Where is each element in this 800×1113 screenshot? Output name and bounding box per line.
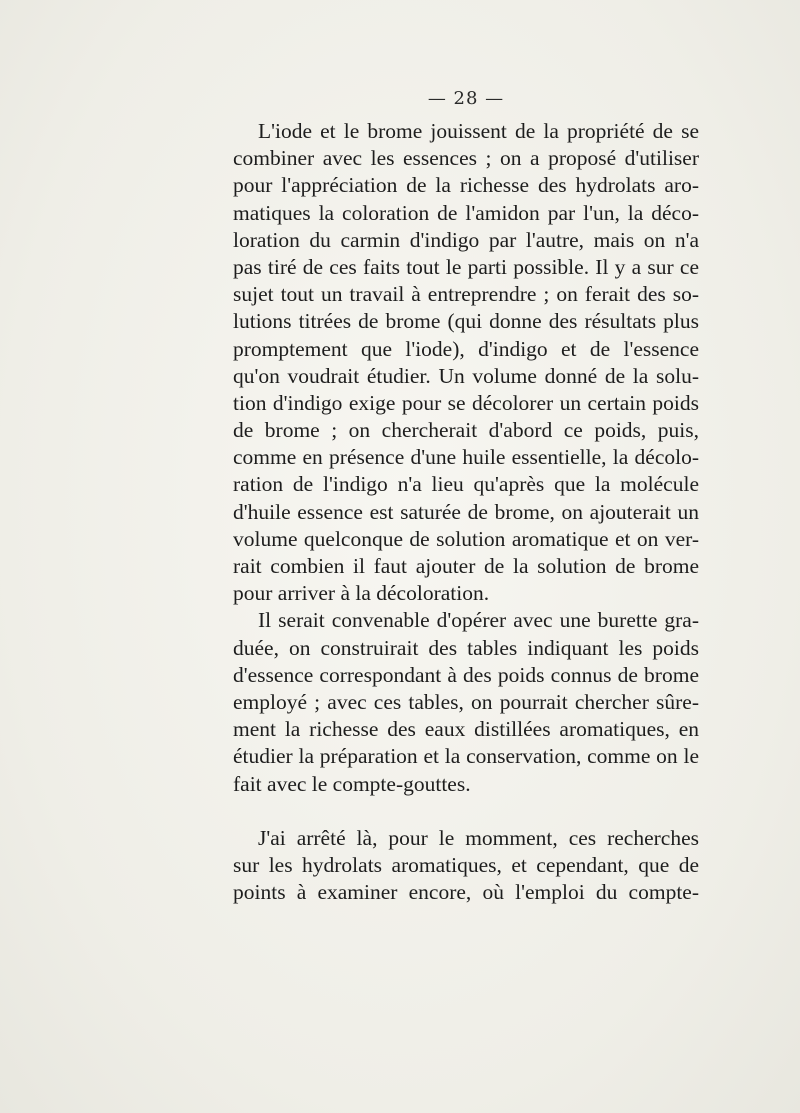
text-line: volume quelconque de solution aromatique et on ver- bbox=[233, 526, 699, 551]
paragraph-1 bbox=[233, 118, 699, 607]
text-line: d'essence correspondant à des poids connus de brome bbox=[233, 662, 699, 687]
text-line: pour arriver à la décoloration. bbox=[233, 581, 490, 606]
text-line: qu'on voudrait étudier. Un volume donné de la solu- bbox=[233, 363, 699, 388]
text-line: L'iode et le brome jouissent de la propriété de se bbox=[258, 119, 699, 143]
page-number: — 28 — bbox=[427, 88, 505, 109]
text-line: sujet tout un travail à entreprendre ; on ferait des so- bbox=[233, 282, 699, 307]
text-line: matiques la coloration de l'amidon par l'un, la déco- bbox=[233, 200, 699, 225]
text-line: d'huile essence est saturée de brome, on ajouterait un bbox=[233, 499, 699, 524]
paragraph-2 bbox=[233, 607, 699, 797]
closing-text-block bbox=[233, 825, 699, 907]
text-line: pas tiré de ces faits tout le parti possible. Il y a sur ce bbox=[233, 254, 699, 279]
text-line: comme en présence d'une huile essentielle, la décolo- bbox=[233, 445, 699, 470]
text-line: ment la richesse des eaux distillées aromatiques, en bbox=[233, 717, 699, 742]
text-line: ration de l'indigo n'a lieu qu'après que la molécule bbox=[233, 472, 699, 497]
text-line: promptement que l'iode), d'indigo et de l'essence bbox=[233, 336, 699, 361]
text-line: rait combien il faut ajouter de la solution de brome bbox=[233, 554, 699, 578]
text-line: employé ; avec ces tables, on pourrait chercher sûre- bbox=[233, 689, 699, 714]
main-text-block bbox=[233, 118, 699, 798]
text-line: J'ai arrêté là, pour le momment, ces recherches bbox=[258, 826, 699, 850]
text-line: Il serait convenable d'opérer avec une burette gra- bbox=[258, 608, 699, 633]
text-line: duée, on construirait des tables indiquant les poids bbox=[233, 635, 699, 660]
text-line: points à examiner encore, où l'emploi du compte- bbox=[233, 880, 699, 905]
text-line: fait avec le compte-gouttes. bbox=[233, 771, 471, 796]
text-line: étudier la préparation et la conservation, comme on le bbox=[233, 744, 699, 769]
text-line: combiner avec les essences ; on a proposé d'utiliser bbox=[233, 146, 699, 171]
text-line: lutions titrées de brome (qui donne des résultats plus bbox=[233, 309, 699, 334]
text-line: tion d'indigo exige pour se décolorer un certain poids bbox=[233, 390, 699, 415]
text-line: loration du carmin d'indigo par l'autre, mais on n'a bbox=[233, 227, 699, 252]
text-line: de brome ; on chercherait d'abord ce poids, puis, bbox=[233, 418, 699, 443]
paragraph-3 bbox=[233, 825, 699, 907]
text-line: sur les hydrolats aromatiques, et cependant, que de bbox=[233, 853, 699, 878]
text-line: pour l'appréciation de la richesse des hydrolats aro- bbox=[233, 173, 699, 198]
